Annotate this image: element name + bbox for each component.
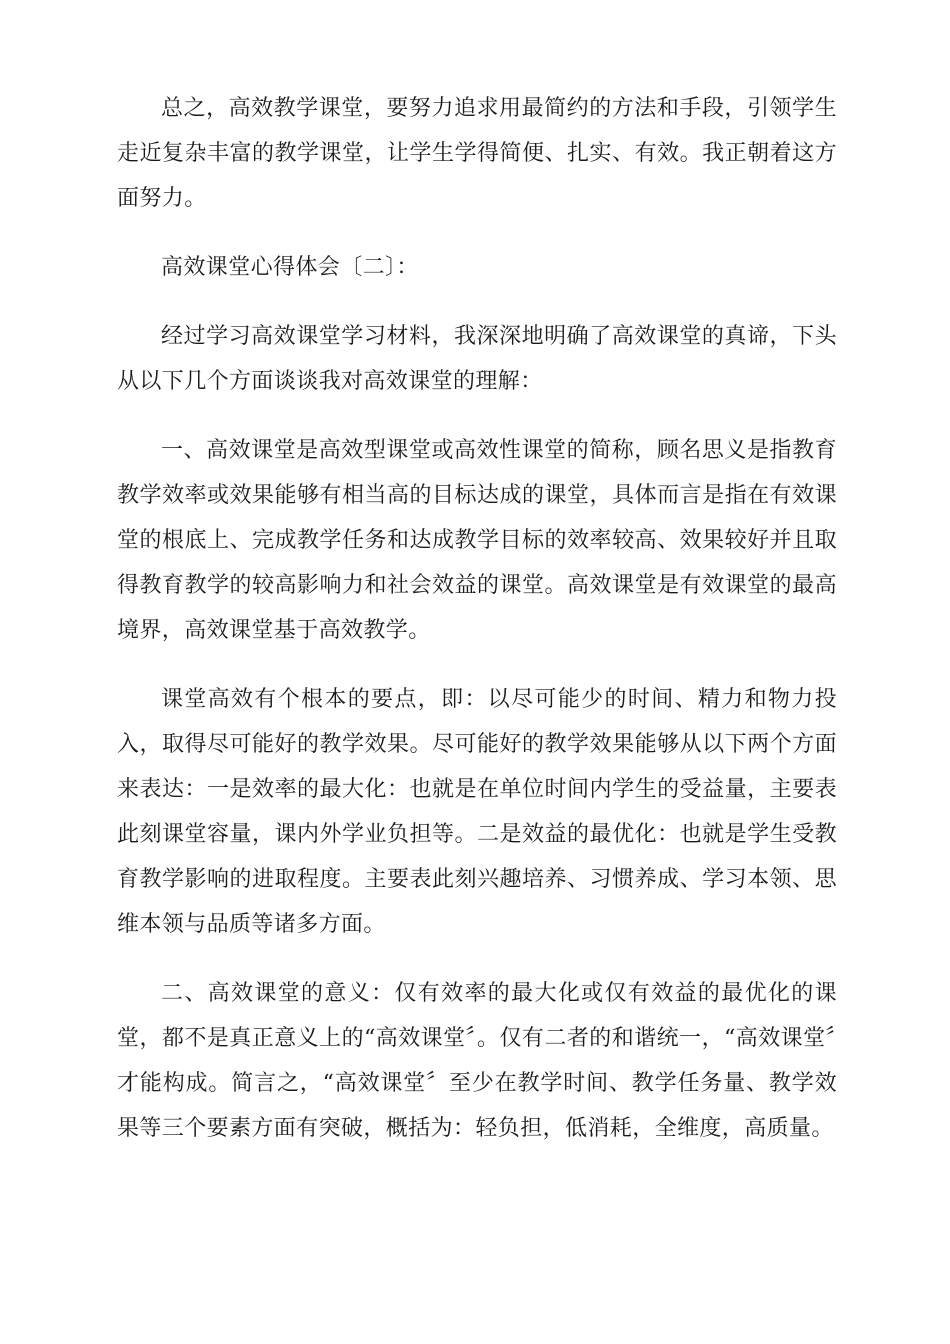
paragraph-point-two: 二、高效课堂的意义：仅有效率的最大化或仅有效益的最优化的课堂，都不是真正意义上的“高效课堂〞。仅有二者的和谐统一，“高效课堂〞才能构成。简言之，“高效课堂〞至少在教学时间、教学任务量、教学效果等三个要素方面有突破，概括为：轻负担，低消耗，全维度，高质量。 bbox=[117, 981, 837, 1141]
section-heading: 高效课堂心得体会〔二〕： bbox=[161, 255, 419, 280]
paragraph-point-one: 一、高效课堂是高效型课堂或高效性课堂的简称，顾名思义是指教育教学效率或效果能够有相当高的目标达成的课堂，具体而言是指在有效课堂的根底上、完成教学任务和达成教学目标的效率较高、效果较好并且取得教育教学的较高影响力和社会效益的课堂。高效课堂是有效课堂的最高境界，高效课堂基于高效教学。 bbox=[117, 438, 837, 643]
paragraph-key-points: 课堂高效有个根本的要点，即：以尽可能少的时间、精力和物力投入，取得尽可能好的教学效果。尽可能好的教学效果能够从以下两个方面来表达：一是效率的最大化：也就是在单位时间内学生的受益量，主要表此刻课堂容量，课内外学业负担等。二是效益的最优化：也就是学生受教育教学影响的进取程度。主要表此刻兴趣培养、习惯养成、学习本领、思维本领与品质等诸多方面。 bbox=[117, 687, 837, 937]
paragraph-conclusion: 总之，高效教学课堂，要努力追求用最简约的方法和手段，引领学生走近复杂丰富的教学课堂，让学生学得简便、扎实、有效。我正朝着这方面努力。 bbox=[117, 96, 837, 211]
document-page bbox=[117, 86, 837, 1175]
paragraph-intro: 经过学习高效课堂学习材料，我深深地明确了高效课堂的真谛，下头从以下几个方面谈谈我对高效课堂的理解： bbox=[117, 324, 837, 394]
